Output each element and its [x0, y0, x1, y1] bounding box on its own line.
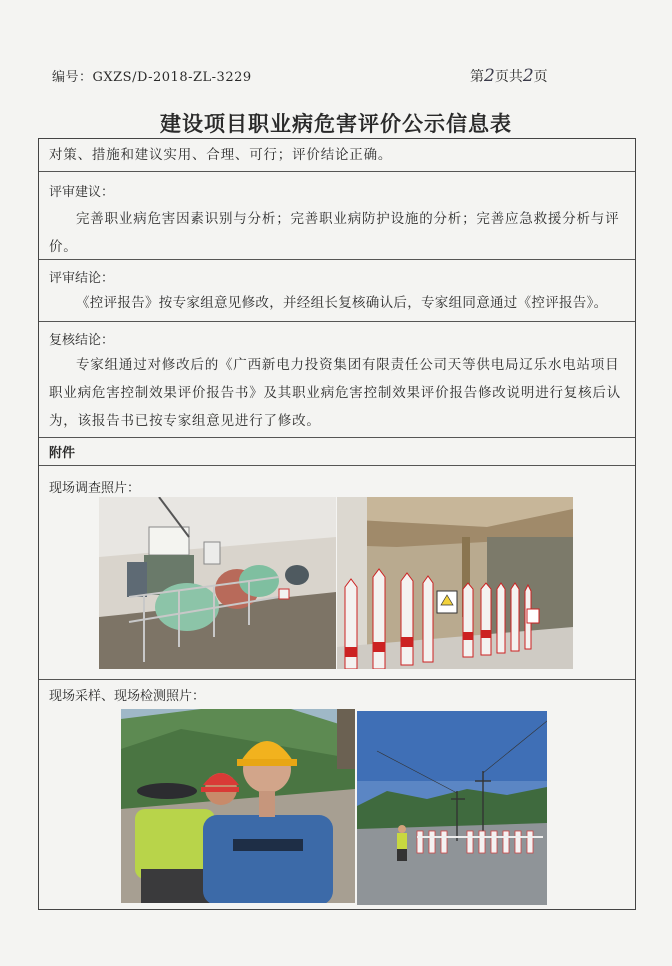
survey-photo-row — [39, 465, 635, 680]
info-table — [38, 138, 636, 910]
sampling-photo-label: 现场采样、现场检测照片： — [49, 689, 206, 704]
fenced-area-photo — [337, 497, 573, 669]
page-suffix: 页 — [533, 69, 548, 85]
intro-line: 对策、措施和建议实用、合理、可行；评价结论正确。 — [49, 147, 393, 163]
suggestion-label: 评审建议： — [49, 185, 115, 200]
page-title: 建设项目职业病危害评价公示信息表 — [160, 112, 512, 136]
recheck-row — [39, 321, 635, 438]
page-indicator — [470, 66, 548, 86]
recheck-text: 专家组通过对修改后的《广西新电力投资集团有限责任公司天等供电局辽乐水电站项目职业病危害控制效果评价报告书》及其职业病危害控制效果评价报告修改说明进行复核后认为，该报告书已按专家组意见进行了修改。 — [49, 357, 621, 429]
page-mid: 页共 — [494, 69, 523, 85]
site-detection-photo — [357, 711, 547, 905]
page-prefix: 第 — [470, 69, 484, 85]
suggestion-text: 完善职业病危害因素识别与分析；完善职业病防护设施的分析；完善应急救援分析与评价。 — [49, 211, 620, 255]
page-total-handwritten: 2 — [522, 66, 534, 86]
survey-photo-label: 现场调查照片： — [49, 481, 141, 496]
recheck-label: 复核结论： — [49, 333, 115, 348]
worker-sampling-photo — [121, 709, 355, 903]
suggestion-row — [39, 171, 635, 260]
document-number: 编号：GXZS/D-2018-ZL-3229 — [52, 70, 252, 85]
page-current-handwritten: 2 — [484, 66, 495, 86]
attachment-label: 附件 — [49, 446, 76, 461]
conclusion-row — [39, 259, 635, 322]
conclusion-text: 《控评报告》按专家组意见修改，并经组长复核确认后，专家组同意通过《控评报告》。 — [76, 295, 608, 311]
intro-row — [39, 139, 635, 172]
generator-room-photo — [99, 497, 336, 669]
sampling-photo-row — [39, 679, 635, 909]
attachment-row — [39, 437, 635, 466]
conclusion-label: 评审结论： — [49, 271, 115, 286]
